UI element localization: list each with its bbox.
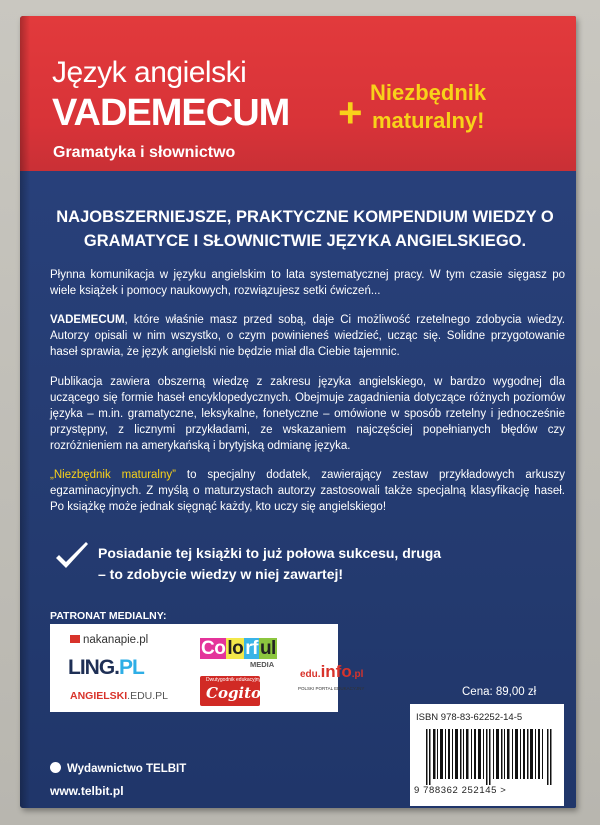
colorful-part-1: Co bbox=[201, 638, 226, 659]
colorful-part-4: ul bbox=[259, 638, 276, 659]
colorful-logo bbox=[200, 638, 277, 660]
nakanapie-logo bbox=[70, 634, 148, 646]
spine-shadow bbox=[20, 16, 30, 808]
ling-text: LING. bbox=[68, 656, 119, 679]
eduinfo-suffix: .pl bbox=[351, 669, 364, 680]
paragraph-3: Publikacja zawiera obszerną wiedzę z zakresu języka angielskiego, w bardzo wygodnej dla uczącego się formie haseł encyklopedycznych. Obejmuje zagadnienia dotyczące różnych poziomów języka – m.in. gramatyczne, leksykalne, fonetyczne – omówione w sposób rzetelny i jednocześnie przystępny, z licznymi przykładami, ze wskazaniem najczęściej popełnianych błędów czy rozróżnieniem na amerykańską i brytyjską odmianę języka. bbox=[50, 376, 565, 452]
cogito-logo: Cogito bbox=[206, 684, 262, 702]
isbn-text: ISBN 978-83-62252-14-5 bbox=[416, 712, 523, 723]
cogito-tagline: Dwutygodnik edukacyjny bbox=[206, 677, 262, 683]
badge-line-1: Niezbędnik bbox=[370, 80, 487, 105]
motto-line-2: – to zdobycie wiedzy w niej zawartej! bbox=[98, 566, 344, 582]
plus-sign: + bbox=[338, 89, 363, 136]
paragraph-4-text: to specjalny dodatek, zawierający zestaw przykładowych arkuszy egzaminacyjnych. Z myślą o maturzystach autorzy zastosowali także specjalną klasyfikację haseł. Po książkę może jednak sięgnąć każdy, kto uczy się angielskiego! bbox=[50, 469, 565, 513]
media-logos-panel bbox=[50, 624, 365, 712]
paragraph-2 bbox=[50, 312, 565, 360]
colorful-media-text: MEDIA bbox=[250, 660, 275, 669]
barcode-panel bbox=[410, 704, 564, 806]
title-line-2: VADEMECUM bbox=[52, 92, 290, 134]
subtitle: Gramatyka i słownictwo bbox=[53, 144, 236, 161]
circle-logo-icon bbox=[50, 762, 61, 773]
paragraph-2-text: , które właśnie masz przed sobą, daje Ci możliwość rzetelnego zdobycia wiedzy. Autorzy opisali w nim wszystko, o czym powinieneś wiedzieć, ucząc się. Solidne przygotowanie haseł sprawia, że język angielski nie będzie miał dla Ciebie tajemnic. bbox=[50, 314, 565, 358]
colorful-part-3: rf bbox=[245, 638, 258, 659]
motto-line-1: Posiadanie tej książki to już połowa sukcesu, druga bbox=[98, 545, 442, 561]
angielski-logo bbox=[70, 690, 168, 702]
patronat-label: PATRONAT MEDIALNY: bbox=[50, 610, 167, 622]
motto bbox=[98, 543, 478, 585]
paragraph-4-highlight: „Niezbędnik maturalny” bbox=[50, 469, 176, 481]
paragraph-2-lead: VADEMECUM bbox=[50, 314, 125, 326]
book-back-cover bbox=[20, 16, 576, 808]
colorful-part-2: lo bbox=[227, 638, 244, 659]
paragraph-4 bbox=[50, 467, 565, 515]
ean-number: 9 788362 252145 > bbox=[414, 785, 507, 796]
ling-pl-text: PL bbox=[119, 656, 144, 679]
publisher-name: Wydawnictwo TELBIT bbox=[67, 763, 187, 775]
angielski-text: ANGIELSKI bbox=[70, 690, 128, 702]
nakanapie-mark-icon bbox=[70, 635, 80, 643]
paragraph-1: Płynna komunikacja w języku angielskim to lata systematycznej pracy. W tym czasie sięgasz po wiele książek i pomocy naukowych, rozwiązujesz setki ćwiczeń... bbox=[50, 269, 565, 297]
publisher-label bbox=[50, 762, 186, 775]
eduinfo-main: info bbox=[320, 662, 352, 681]
nakanapie-text: nakanapie.pl bbox=[83, 634, 149, 646]
eduinfo-logo bbox=[300, 662, 363, 682]
price-label: Cena: 89,00 zł bbox=[462, 686, 537, 698]
eduinfo-tagline: POLSKI PORTAL EDUKACYJNY bbox=[298, 686, 365, 691]
barcode-icon bbox=[426, 729, 552, 785]
ling-logo bbox=[68, 656, 144, 680]
title-line-1: Język angielski bbox=[52, 56, 247, 89]
angielski-domain: .EDU.PL bbox=[127, 690, 169, 702]
checkmark-icon bbox=[52, 537, 92, 577]
website-url: www.telbit.pl bbox=[50, 784, 124, 798]
headline: NAJOBSZERNIEJSZE, PRAKTYCZNE KOMPENDIUM WIEDZY O GRAMATYCE I SŁOWNICTWIE JĘZYKA ANGIELSKIEGO. bbox=[56, 208, 554, 250]
eduinfo-prefix: edu. bbox=[300, 669, 321, 680]
badge-line-2: maturalny! bbox=[372, 108, 485, 133]
